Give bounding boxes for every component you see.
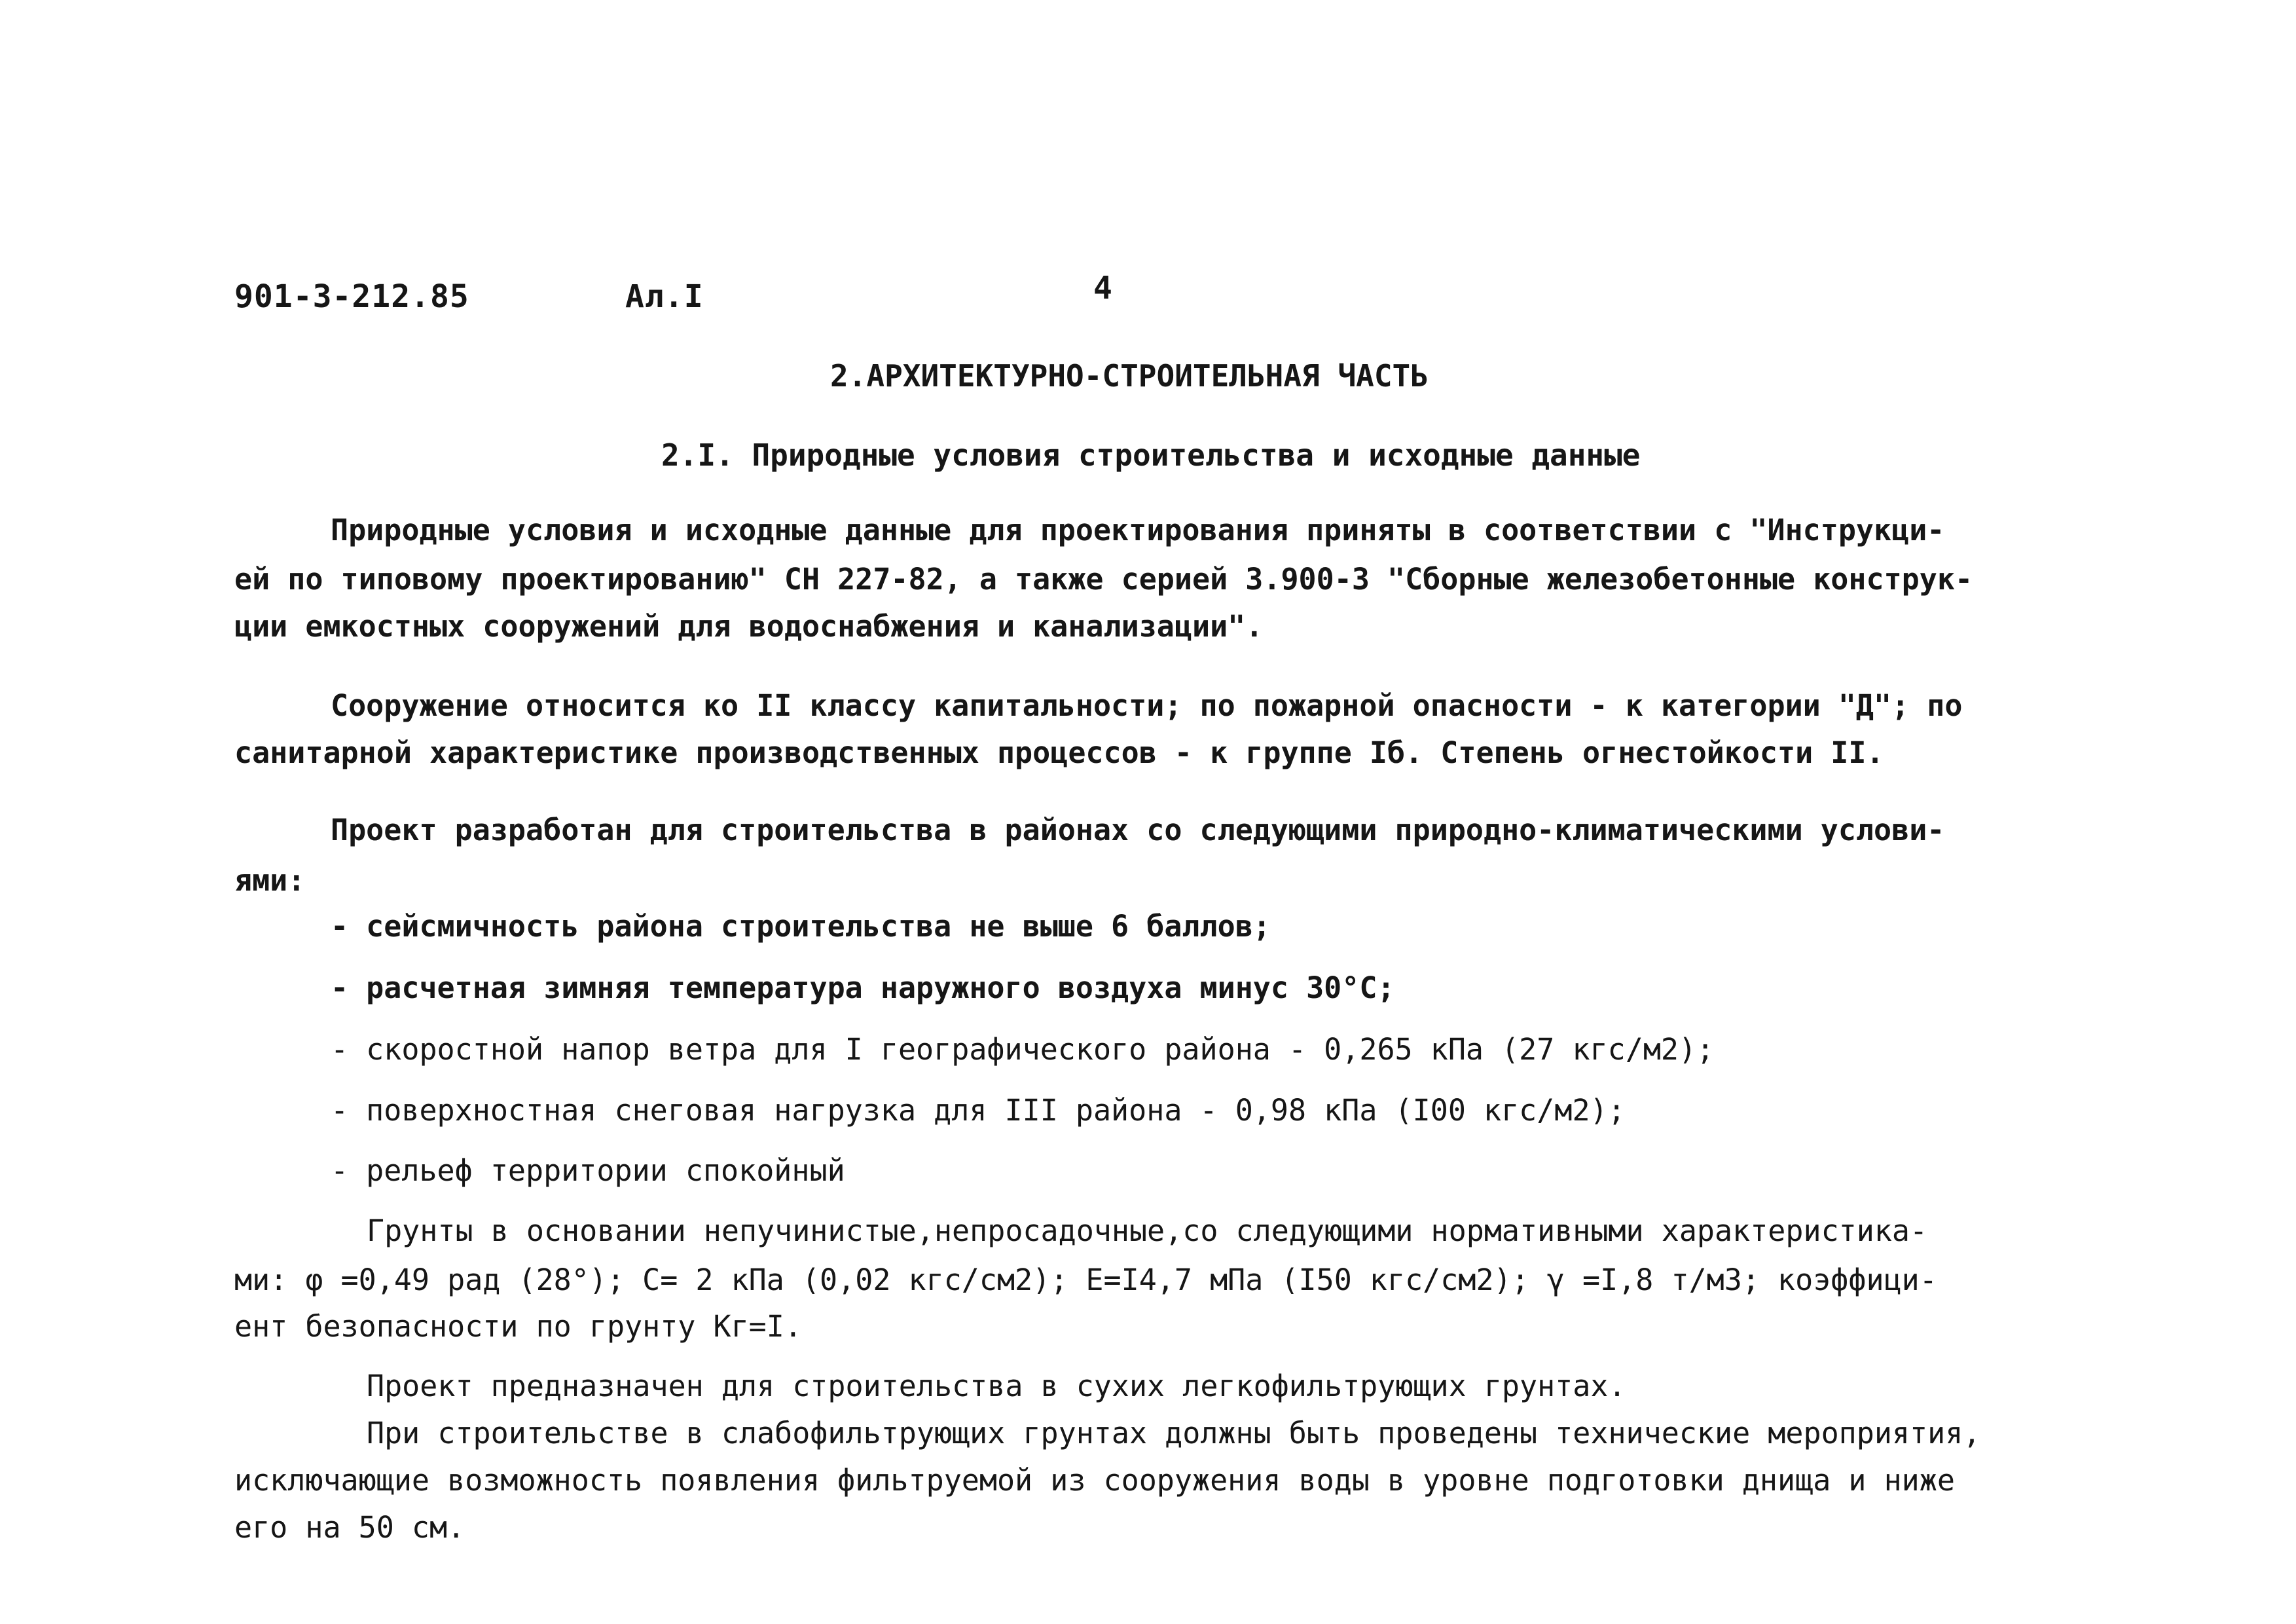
paragraph-6-line-3: его на 50 см. <box>234 1510 465 1545</box>
subsection-title: 2.I. Природные условия строительства и исходные данные <box>661 437 1641 473</box>
condition-item: - сейсмичность района строительства не выше 6 баллов; <box>331 909 1271 944</box>
paragraph-5: Проект предназначен для строительства в сухих легкофильтрующих грунтах. <box>367 1369 1626 1403</box>
document-code: 901-3-212.85 <box>234 278 469 315</box>
paragraph-6-line-2: исключающие возможность появления фильтруемой из сооружения воды в уровне подготовки днища и ниже <box>234 1463 1955 1498</box>
paragraph-1-line-2: ей по типовому проектированию" СН 227-82, а также серией 3.900-3 "Сборные железобетонные конструк- <box>234 562 1973 597</box>
paragraph-4-line-1: Грунты в основании непучинистые,непросадочные,со следующими нормативными характеристика- <box>367 1213 1928 1248</box>
sheet-label: Ал.I <box>625 278 704 315</box>
paragraph-4-line-2: ми: φ =0,49 рад (28°); С= 2 кПа (0,02 кгс/см2); Е=I4,7 мПа (I50 кгс/см2); γ =I,8 т/м3; коэффици- <box>234 1263 1937 1297</box>
section-title: 2.АРХИТЕКТУРНО-СТРОИТЕЛЬНАЯ ЧАСТЬ <box>830 358 1429 394</box>
paragraph-6-line-1: При строительстве в слабофильтрующих грунтах должны быть проведены технические мероприятия, <box>367 1416 1981 1450</box>
condition-item: - скоростной напор ветра для I географического района - 0,265 кПа (27 кгс/м2); <box>331 1032 1715 1067</box>
page-number: 4 <box>1093 270 1113 306</box>
paragraph-1-line-1: Природные условия и исходные данные для проектирования приняты в соответствии с "Инструкци- <box>331 513 1945 547</box>
paragraph-3-line-2: ями: <box>234 863 306 898</box>
paragraph-1-line-3: ции емкостных сооружений для водоснабжения и канализации". <box>234 609 1264 644</box>
paragraph-4-line-3: ент безопасности по грунту Кг=I. <box>234 1309 802 1344</box>
condition-item: - рельеф территории спокойный <box>331 1153 845 1188</box>
paragraph-2-line-1: Сооружение относится ко II классу капитальности; по пожарной опасности - к категории "Д"; по <box>331 688 1963 723</box>
condition-item: - поверхностная снеговая нагрузка для III района - 0,98 кПа (I00 кгс/м2); <box>331 1093 1626 1128</box>
paragraph-2-line-2: санитарной характеристике производственных процессов - к группе Iб. Степень огнестойкости II. <box>234 735 1884 770</box>
paragraph-3-line-1: Проект разработан для строительства в районах со следующими природно-климатическими услови- <box>331 813 1945 847</box>
condition-item: - расчетная зимняя температура наружного воздуха минус 30°С; <box>331 970 1395 1005</box>
